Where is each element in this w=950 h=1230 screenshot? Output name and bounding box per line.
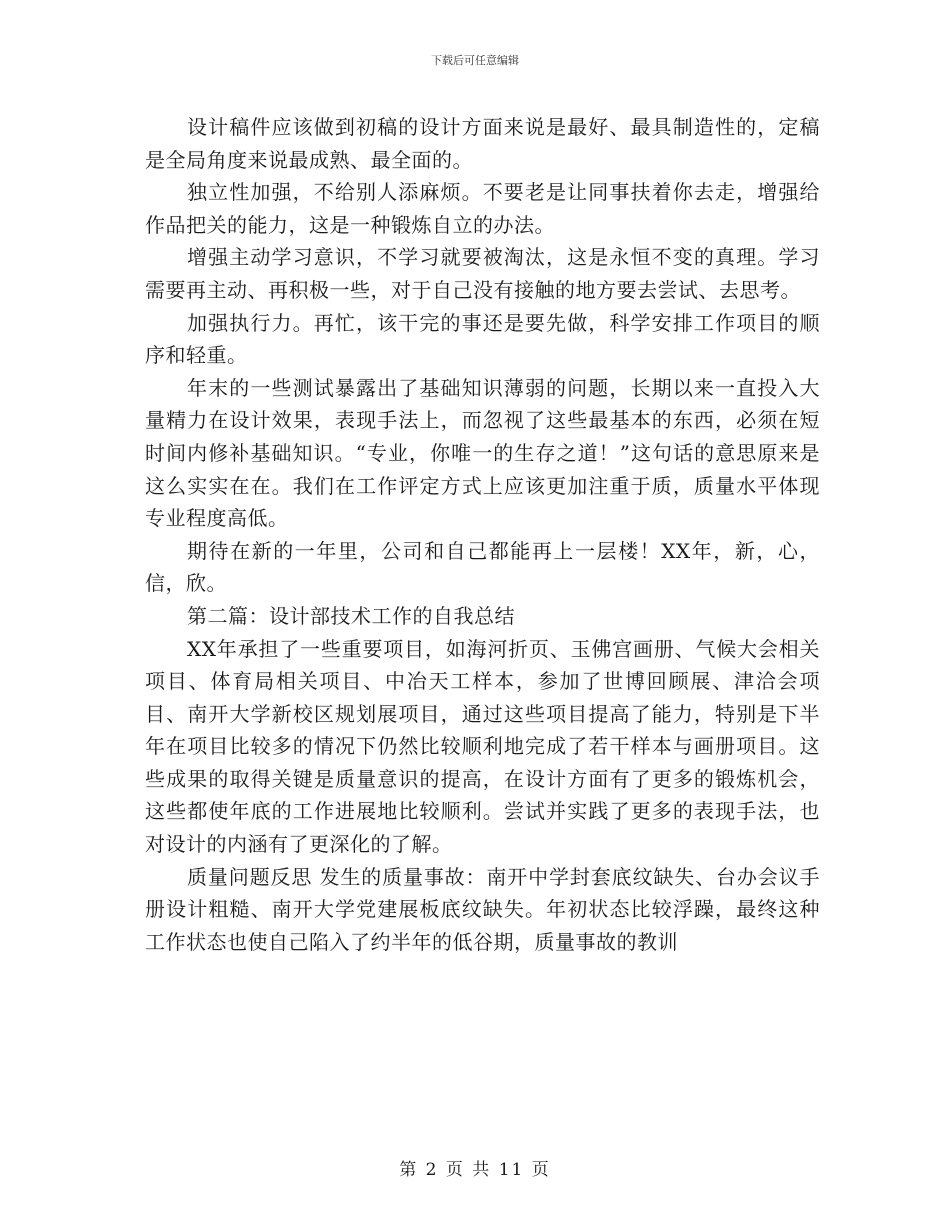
paragraph: XX年承担了一些重要项目，如海河折页、玉佛宫画册、气候大会相关项目、体育局相关项目、中冶天工样本，参加了世博回顾展、津洽会项目、南开大学新校区规划展项目，通过这些项目提高了能力，特别是下半年在项目比较多的情况下仍然比较顺利地完成了若干样本与画册项目。这些成果的取得关键是质量意识的提高，在设计方面有了更多的锻炼机会，这些都使年底的工作进展地比较顺利。尝试并实践了更多的表现手法，也对设计的内涵有了更深化的了解。 <box>145 636 820 857</box>
paragraph: 质量问题反思 发生的质量事故：南开中学封套底纹缺失、台办会议手册设计粗糙、南开大学党建展板底纹缺失。年初状态比较浮躁，最终这种工作状态也使自己陷入了约半年的低谷期，质量事故的教训 <box>145 864 820 954</box>
paragraph: 期待在新的一年里，公司和自己都能再上一层楼！XX年，新，心，信，欣。 <box>145 538 820 596</box>
section-heading: 第二篇：设计部技术工作的自我总结 <box>187 603 515 628</box>
page-header-note: 下载后可任意编辑 <box>431 54 519 67</box>
paragraph: 年末的一些测试暴露出了基础知识薄弱的问题，长期以来一直投入大量精力在设计效果，表现手法上，而忽视了这些最基本的东西，必须在短时间内修补基础知识。“专业，你唯一的生存之道！”这句话的意思原来是这么实实在在。我们在工作评定方式上应该更加注重于质，质量水平体现专业程度高低。 <box>145 375 820 531</box>
document-body <box>145 111 820 958</box>
page-number: 第 2 页 共 11 页 <box>399 1160 551 1180</box>
paragraph: 设计稿件应该做到初稿的设计方面来说是最好、最具制造性的，定稿是全局角度来说最成熟、最全面的。 <box>145 115 820 172</box>
paragraph: 独立性加强，不给别人添麻烦。不要老是让同事扶着你去走，增强给作品把关的能力，这是一种锻炼自立的办法。 <box>145 180 820 237</box>
paragraph: 增强主动学习意识，不学习就要被淘汰，这是永恒不变的真理。学习需要再主动、再积极一些，对于自己没有接触的地方要去尝试、去思考。 <box>145 245 820 302</box>
paragraph: 加强执行力。再忙，该干完的事还是要先做，科学安排工作项目的顺序和轻重。 <box>145 310 820 368</box>
